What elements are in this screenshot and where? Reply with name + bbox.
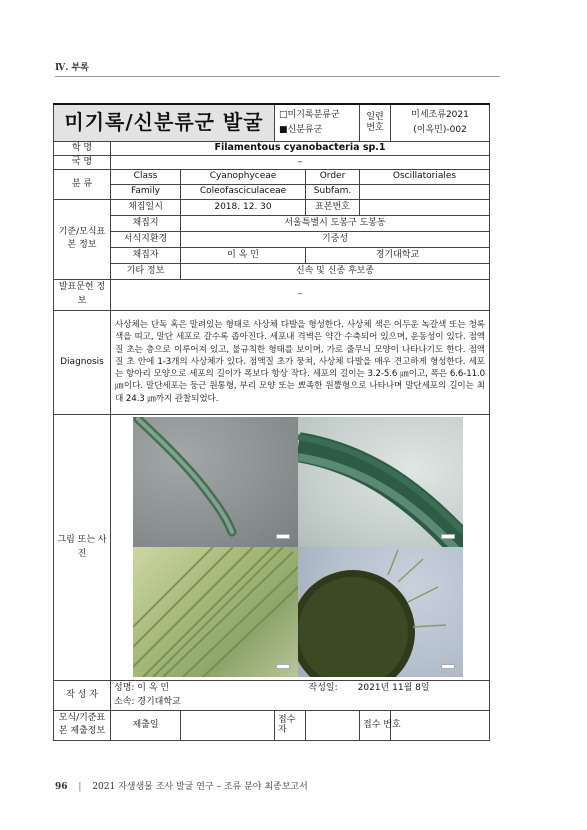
class-label: Class: [111, 169, 181, 184]
page-footer: [55, 779, 308, 792]
micrograph-grid: [133, 417, 463, 677]
report-title: 2021 자생생물 조사 발굴 연구 – 조류 분야 최종보고서: [92, 782, 308, 792]
diagnosis-label: Diagnosis: [54, 310, 111, 414]
collection-date-label: 채집일시: [111, 199, 181, 215]
subfam-label: Subfam.: [306, 184, 360, 199]
serial-value: [391, 104, 490, 141]
author-row-2: [54, 695, 490, 710]
receipt-number-value[interactable]: [391, 710, 490, 740]
scale-bar: [276, 664, 290, 669]
locality-row: [54, 215, 490, 231]
serial-value-line2: (이옥민)-002: [413, 124, 467, 135]
micrograph-filament-mass: [133, 547, 298, 677]
family-value: Coleofasciculaceae: [181, 184, 306, 199]
title-row: [54, 104, 490, 141]
habitat-value: 기중성: [181, 231, 490, 247]
author-row-1: [54, 680, 490, 695]
receiver-label: 접수자: [275, 710, 306, 740]
serial-label: 일련번호: [360, 104, 391, 141]
author-date-value: 2021년 11월 8일: [357, 682, 430, 693]
collection-date-value: 2018. 12. 30: [181, 199, 306, 215]
checkbox-unrecorded[interactable]: □미기록분류군: [279, 110, 340, 121]
micrograph-colony: [298, 547, 463, 677]
submission-label: 모식/기준표본 제출정보: [54, 710, 111, 740]
photo-panel: [111, 414, 490, 680]
page-number: 96: [55, 782, 68, 792]
filament-tip-drawing: [133, 417, 298, 547]
specimen-info-label: 기준/모식표본 정보: [54, 199, 111, 279]
receipt-number-label: 접수 번호: [360, 710, 391, 740]
collector-row: [54, 247, 490, 263]
scientific-name-row: [54, 141, 490, 155]
habitat-row: [54, 231, 490, 247]
author-affiliation: 소속: 경기대학교: [111, 695, 490, 710]
filament-bundle-drawing: [298, 417, 463, 547]
etc-info-label: 기타 정보: [111, 263, 181, 279]
publication-value: –: [111, 279, 490, 310]
scientific-name-value: Filamentous cyanobacteria sp.1: [111, 141, 490, 155]
checkbox-new-taxon[interactable]: ■신분류군: [279, 124, 323, 135]
scale-bar: [276, 534, 290, 539]
taxonomy-label: 분 류: [54, 169, 111, 199]
submission-row: [54, 710, 490, 740]
taxonomy-row-family: [54, 184, 490, 199]
publication-row: [54, 279, 490, 310]
category-checkboxes: [275, 104, 360, 141]
diagnosis-row: [54, 310, 490, 414]
receiver-value[interactable]: [306, 710, 360, 740]
scale-bar: [441, 534, 455, 539]
micrograph-filament-bundle: [298, 417, 463, 547]
etc-info-value: 신속 및 신종 후보종: [181, 263, 490, 279]
specimen-number-label: 표본번호: [306, 199, 360, 215]
korean-name-label: 국 명: [54, 155, 111, 169]
order-label: Order: [306, 169, 360, 184]
diagnosis-text: 사상체는 단독 혹은 말려있는 형태로 사상체 다발을 형성한다. 사상체 색은 어두운 녹갈색 또는 청록색을 띠고, 말단 세포로 갈수록 좁아진다. 세포내 격벽은 약간 수축되어 있으며, 운동성이 있다. 점액질 초는 층으로 이루어져 있고, 불규칙한 형태를 보이며, 가로 줄무늬 모양이 나타나기도 한다. 점액질 초 안에 1-3개의 사상체가 있다. 점액질 초가 뭉쳐, 사상체 다발을 매우 견고하게 형성한다. 세포는 항아리 모양으로 세포의 길이가 폭보다 항상 작다. 세포의 길이는 3.2-5.6 ㎛이고, 폭은 6.6-11.0 ㎛이다. 말단세포는 둥근 원통형, 부리 모양 또는 뾰족한 원뿔형으로 나타나며 말단세포의 길이는 최대 24.3 ㎛까지 관찰되었다.: [111, 310, 490, 414]
korean-name-value: –: [111, 155, 490, 169]
collection-date-row: [54, 199, 490, 215]
header-rule: [55, 76, 500, 77]
filament-mass-drawing: [133, 547, 298, 677]
order-value: Oscillatoriales: [360, 169, 490, 184]
specimen-number-value: [360, 199, 490, 215]
author-date: [306, 680, 490, 695]
collector-label: 채집자: [111, 247, 181, 263]
specimen-form: [53, 103, 489, 741]
submission-date-value[interactable]: [181, 710, 275, 740]
taxonomy-row-class: [54, 169, 490, 184]
author-label: 작 성 자: [54, 680, 111, 710]
running-head: Ⅳ. 부록: [55, 63, 89, 73]
publication-label: 발표문헌 정보: [54, 279, 111, 310]
micrograph-filament-tip: [133, 417, 298, 547]
author-name: 성명: 이 옥 민: [111, 680, 306, 695]
scientific-name-label: 학 명: [54, 141, 111, 155]
subfam-value: [360, 184, 490, 199]
footer-separator: |: [78, 782, 82, 792]
collector-name: 이 옥 민: [181, 247, 306, 263]
korean-name-row: [54, 155, 490, 169]
family-label: Family: [111, 184, 181, 199]
photo-label: 그림 또는 사진: [54, 414, 111, 680]
form-title: 미기록/신분류군 발굴: [54, 104, 275, 141]
serial-value-line1: 미세조류2021: [411, 110, 469, 121]
author-date-label: 작성일:: [308, 682, 338, 693]
collector-org: 경기대학교: [306, 247, 490, 263]
habitat-label: 서식지환경: [111, 231, 181, 247]
colony-drawing: [298, 547, 463, 677]
specimen-table: [53, 103, 490, 741]
etc-info-row: [54, 263, 490, 279]
locality-label: 채집지: [111, 215, 181, 231]
submission-date-label: 제출일: [111, 710, 181, 740]
class-value: Cyanophyceae: [181, 169, 306, 184]
photo-row: [54, 414, 490, 680]
scale-bar: [441, 664, 455, 669]
locality-value: 서울특별시 도봉구 도봉동: [181, 215, 490, 231]
